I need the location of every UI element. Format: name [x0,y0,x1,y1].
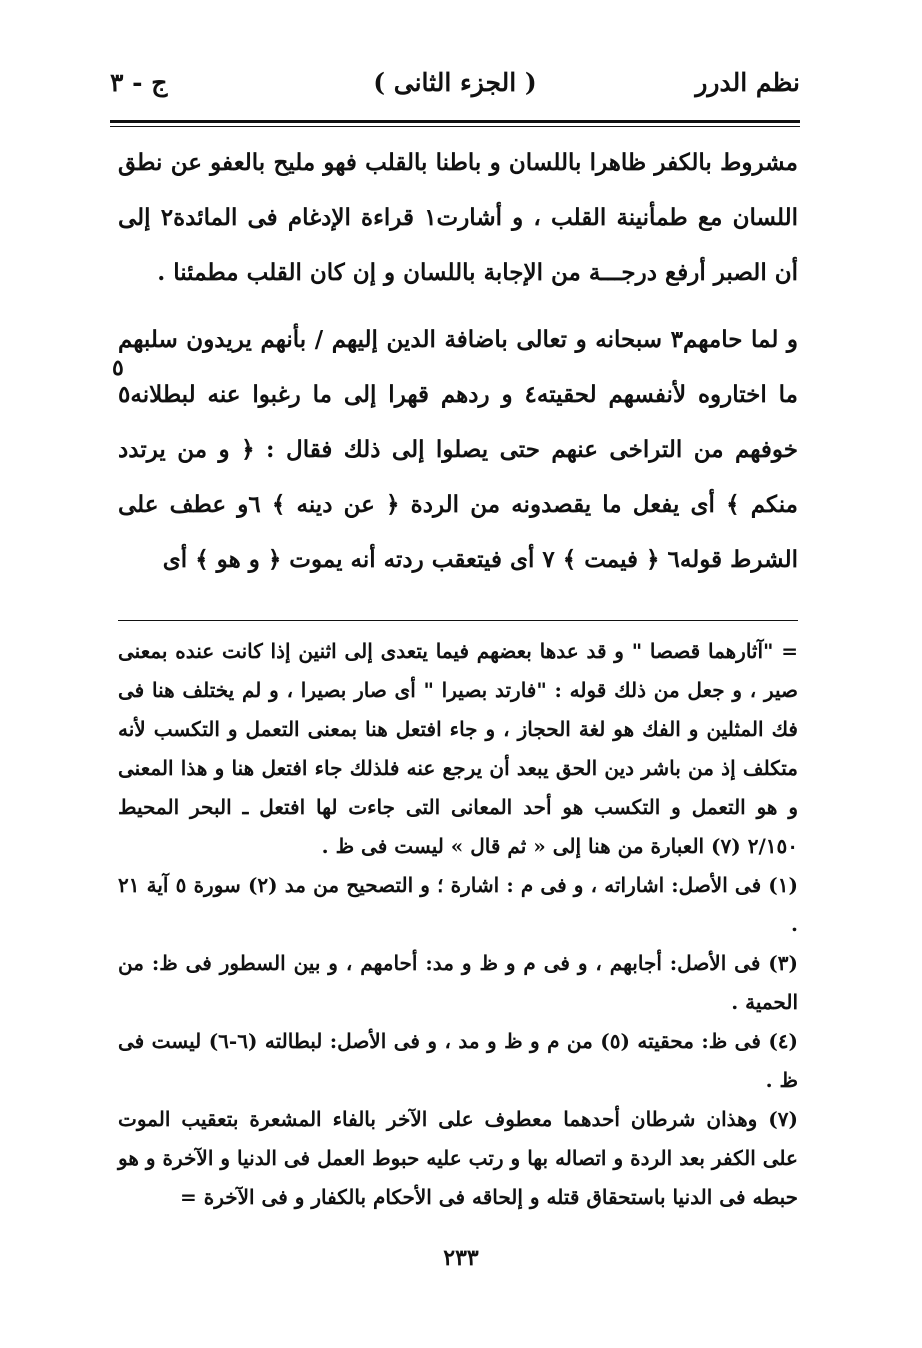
header-rule-thick [110,120,800,123]
footnote-separator [118,620,798,621]
footnotes [118,632,798,1217]
header-book-title: نظم الدرر [695,68,800,97]
main-paragraph-1: مشروط بالكفر ظاهرا باللسان و باطنا بالقلب فهو مليح بالعفو عن نطق اللسان مع طمأنينة القلب ، و أشارت١ قراءة الإدغام فى المائدة٢ إلى أن الصبر أرفع درجـــة من الإجابة باللسان و إن كان القلب مطمئنا . [118,149,799,286]
margin-line-number: ٥ [112,355,124,381]
header-rule-thin [110,126,800,127]
footnote-line-1: (١) فى الأصل: اشاراته ، و فى م : اشارة ؛ و التصحيح من مد (٢) سورة ٥ آية ٢١ . [118,873,798,936]
footnote-7: (٧) وهذان شرطان أحدهما معطوف على الآخر بالفاء المشعرة بتعقيب الموت على الكفر بعد الردة و اتصاله بها و رتب عليه حبوط العمل فى الدنيا و الآخرة و هو حبطه فى الدنيا باستحقاق قتله و إلحاقه فى الأحكام بالكفار و فى الآخرة = [118,1107,798,1209]
header-volume: ( الجزء الثانى ) [373,68,537,97]
footnote-continuation: = "آثارهما قصصا " و قد عدها بعضهم فيما يتعدى إلى اثنين إذا كانت عنده بمعنى صير ، و جعل من ذلك قوله : "فارتد بصيرا " أى صار بصيرا ، و لم يختلف هنا فى فك المثلين و الفك هو لغة الحجاز ، و جاء افتعل هنا بمعنى التعمل و التكسب لأنه متكلف إذ من باشر دين الحق يبعد أن يرجع عنه فلذلك جاء افتعل هنا و هذا المعنى و هو التعمل و التكسب هو أحد المعانى التى جاءت لها افتعل ـ البحر المحيط ٢/١٥٠ (٧) العبارة من هنا إلى « ثم قال » ليست فى ظ . [118,639,798,858]
page-number: ٢٣٣ [443,1245,479,1271]
footnote-line-3: (٤) فى ظ: محقيته (٥) من م و ظ و مد ، و فى الأصل: لبطالته (٦-٦) ليست فى ظ . [118,1029,798,1092]
footnote-list [118,866,798,1100]
header-chapter: ج - ٣ [110,68,168,97]
main-text [118,135,798,587]
main-paragraph-2: و لما حامهم٣ سبحانه و تعالى باضافة الدين إليهم / بأنهم يريدون سلبهم ما اختاروه لأنفسهم لحقيته٤ و ردهم قهرا إلى ما رغبوا عنه لبطلانه٥ خوفهم من التراخى عنهم حتى يصلوا إلى ذلك فقال : ﴿ و من يرتدد منكم ﴾ أى يفعل ما يقصدونه من الردة ﴿ عن دينه ﴾ ٦و عطف على الشرط قوله٦ ﴿ فيمت ﴾ ٧ أى فيتعقب ردته أنه يموت ﴿ و هو ﴾ أى [118,326,799,573]
running-header [110,68,800,108]
footnote-line-2: (٣) فى الأصل: أجابهم ، و فى م و ظ و مد: أحامهم ، و بين السطور فى ظ: من الحمية . [118,951,798,1014]
